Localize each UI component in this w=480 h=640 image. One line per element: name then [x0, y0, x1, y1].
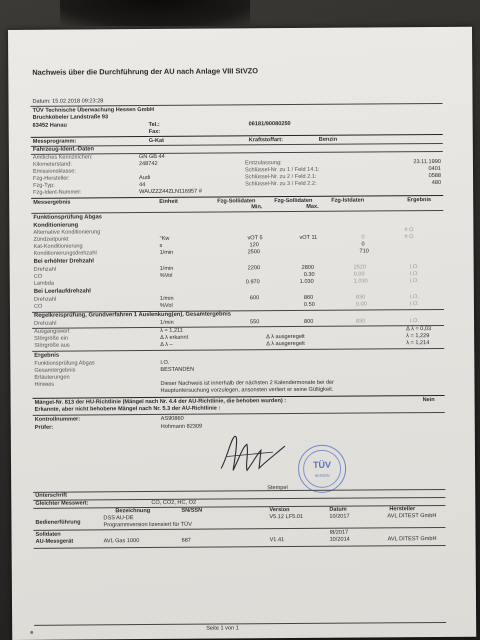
device-bezeichnung: AVL Gas 1000 — [103, 538, 140, 545]
vehicle-field-value: 44 — [139, 182, 146, 189]
row-ist: 2520 — [353, 264, 367, 271]
row-result: λ = 1,214 — [406, 340, 430, 347]
row-name: Ausgangswert — [34, 328, 70, 335]
unterschrift-label: Unterschrift — [35, 492, 67, 499]
row-name: CO — [33, 273, 43, 280]
device-col-version: Version — [269, 507, 290, 514]
device-bezeichnung: DSS AU-DE — [103, 515, 134, 522]
stamp-sub: HESSEN — [314, 473, 330, 478]
vehicle-field-label: Fzg-Hersteller: — [33, 175, 70, 182]
device-version: V5.12 LF5.01 — [269, 513, 304, 521]
row-min: 2500 — [247, 249, 261, 256]
fuel-value: Benzin — [318, 136, 338, 143]
row-ist: 0 — [361, 234, 365, 241]
divider — [31, 210, 443, 214]
fax-label: Fax: — [148, 128, 161, 136]
document-page — [8, 27, 476, 640]
row-result: λ = 1,229 — [406, 333, 430, 340]
row-unit: Δ λ erkannt — [160, 334, 189, 341]
maengel-line-1: Mängel-Nr. 813 der HU-Richtlinie (Mängel nach Nr. 4.4 der AU-Richtlinie, die behoben wurden) : — [34, 398, 287, 406]
row-max: 2800 — [301, 264, 315, 271]
row-ist: 830 — [356, 318, 366, 325]
vehicle-field-label: Fzg-Typ: — [33, 182, 55, 189]
device-col-sn: SN/SSN — [181, 507, 203, 514]
device-lizenz: Programmversion lizensiert für TÜV — [103, 521, 192, 529]
divider — [33, 505, 445, 509]
col-header-einheit: Einheit — [159, 198, 178, 205]
row-ist: 0.00 — [353, 271, 365, 278]
row-name: Drehzahl — [34, 320, 57, 327]
row-ist: 710 — [359, 248, 369, 255]
device-label: Bedienerführung — [35, 519, 81, 526]
tel-value: 06181/90080250 — [248, 121, 291, 128]
vehicle-field-label: Schlüssel-Nr. zu 3 / Feld 2.2: — [245, 180, 317, 188]
signature-image — [213, 428, 293, 479]
row-result: I.O. — [409, 278, 419, 285]
device-hersteller: AVL DITEST GmbH — [387, 536, 437, 543]
vehicle-field-value: 480 — [431, 179, 442, 187]
row-ist: 0 — [361, 241, 365, 248]
row-result: I.O. — [409, 301, 419, 308]
vehicle-field-label: Schlüssel-Nr. zu 2 / Feld 2.1: — [245, 173, 317, 181]
divider — [33, 497, 445, 501]
col-header-ergebnis: Ergebnis — [407, 197, 432, 204]
vehicle-field-value: GN GB 44 — [138, 153, 165, 161]
ergebnis-value: BESTANDEN — [160, 366, 195, 373]
row-max: vOT 11 — [299, 234, 318, 241]
row-unit: %Vol — [159, 272, 173, 279]
device-datum: 10/2014 — [329, 536, 350, 543]
row-unit: °Kw — [159, 235, 170, 242]
section-ergebnis: Ergebnis — [34, 352, 60, 359]
divider — [32, 325, 444, 329]
row-result: Δ λ = 0,03 — [406, 326, 432, 333]
kontrollnummer-value: AS90860 — [160, 415, 184, 422]
col-header-min-sub: Min. — [251, 204, 263, 211]
messwert-value: CO, CO2, HC, O2 — [151, 499, 197, 507]
divider — [34, 545, 446, 549]
row-unit: s — [159, 242, 163, 249]
row-result: I.O. — [409, 294, 419, 301]
hinweis-text-2: Hauptuntersuchung vorzulegen, ansonsten verliert er seine Gültigkeit. — [160, 386, 334, 394]
program-value: G-Kat — [148, 137, 165, 145]
device-version: V1.41 — [269, 537, 285, 544]
org-city: 63452 Hanau — [32, 122, 67, 129]
pruefer-label: Prüfer: — [34, 424, 54, 431]
pruefer-value: Hohmann 82309 — [160, 423, 203, 430]
row-result: # O — [404, 234, 414, 241]
ergebnis-value: I.O. — [160, 359, 170, 366]
row-unit: 1/min — [159, 265, 174, 272]
vehicle-field-value: Audi — [139, 175, 151, 182]
section-regelkreis: Regelkreisprüfung, Grundverfahren 1 Auslenkung(en), Gesamtergebnis — [33, 311, 231, 319]
row-min: 0.970 — [245, 279, 260, 286]
col-header-messergebnis: Messergebnis — [33, 199, 71, 206]
footer-divider — [34, 622, 446, 626]
row-name: Konditionierungsdrehzahl — [33, 250, 97, 257]
section-funktionspruefung: Funktionsprüfung Abgas — [33, 214, 103, 221]
stempel-label: Stempel — [267, 485, 288, 492]
divider — [32, 348, 444, 352]
col-header-max-sub: Max. — [306, 203, 319, 210]
device-col-datum: Datum — [329, 506, 347, 513]
fuel-label: Kraftstoffart: — [248, 137, 283, 144]
device-col-hersteller: Hersteller — [389, 506, 416, 513]
maengel-line-2: Erkannte, aber nicht behobene Mängel nach Nr. 5.3 der AU-Richtlinie : — [34, 405, 221, 413]
device-datum: 10/2017 — [329, 513, 350, 520]
row-name: CO — [33, 303, 43, 310]
page-number: Seite 1 von 1 — [206, 625, 239, 632]
divider — [33, 527, 445, 531]
row-ist: 830 — [355, 294, 366, 301]
col-header-min: Fzg-Sollidaten — [217, 198, 256, 205]
vehicle-field-label: Emissionsklasse: — [32, 168, 76, 175]
vehicle-field-value: 0401 — [428, 165, 442, 173]
device-datum: I8/2017 — [329, 529, 349, 536]
punch-mark — [30, 631, 33, 634]
messwert-label: Gleichter Messwert: — [35, 500, 89, 507]
org-street: Bruchköbeler Landstraße 93 — [32, 114, 109, 121]
stamp-brand: TÜV — [313, 459, 332, 470]
vehicle-field-value: 23.11.1990 — [413, 158, 441, 166]
tuev-stamp — [298, 445, 346, 493]
ergebnis-label: Gesamtergebnis — [34, 367, 76, 374]
background-dark-area — [60, 0, 250, 26]
device-label: AU-Messgerät — [35, 538, 74, 545]
hinweis-text: Dieser Nachweis ist innerhalb der nächsten 2 Kalendermonate bei der — [160, 379, 335, 387]
ergebnis-label: Funktionsprüfung Abgas — [34, 360, 95, 367]
row-name: Zündzeitpunkt — [33, 236, 69, 243]
col-header-max: Fzg-Sollidaten — [274, 197, 313, 205]
vehicle-field-value: 248742 — [138, 160, 158, 168]
vehicle-field-value: 0588 — [428, 172, 442, 180]
row-max: 0.50 — [303, 301, 315, 308]
ergebnis-label: Hinweis — [34, 381, 55, 388]
row-min: 550 — [250, 319, 260, 326]
row-max: 800 — [304, 318, 314, 325]
kontrollnummer-label: Kontrollnummer: — [34, 416, 81, 423]
vehicle-header: Fahrzeug-Ident.-Daten — [32, 146, 95, 153]
row-result: I.O. — [410, 318, 420, 325]
row-name: Lambda — [33, 280, 55, 287]
row-unit: Δ λ – — [160, 341, 173, 348]
row-ist: 1.030 — [353, 278, 368, 285]
row-min: 120 — [249, 242, 259, 249]
row-max: Δ λ ausgeregelt — [266, 340, 305, 348]
row-unit: λ = 1,211 — [160, 327, 183, 334]
row-name: Störgröße aus — [34, 342, 70, 349]
maengel-value-1: Nein — [422, 397, 435, 404]
row-min: 600 — [249, 295, 260, 302]
row-unit: 1/min — [160, 319, 174, 326]
device-col-bezeichnung: Bezeichnung — [115, 508, 151, 515]
ergebnis-label: Erläuterungen — [34, 374, 70, 381]
program-label: Messprogramm: — [32, 138, 77, 145]
divider — [31, 134, 443, 138]
vehicle-field-label: Fzg-Ident-Nummer: — [33, 189, 82, 196]
vehicle-field-value: WAUZZZ44ZLN116957 # — [139, 188, 202, 196]
document-title: Nachweis über die Durchführung der AU nach Anlage VIII StVZO — [32, 66, 259, 77]
row-ist: 0.00 — [355, 301, 367, 308]
row-name: Alternative Konditionierung — [33, 229, 101, 236]
org-name: TÜV Technische Überwachung Hessen GmbH — [32, 106, 155, 114]
tel-label: Tel.: — [148, 121, 160, 129]
vehicle-field-label: Kilometerstand: — [32, 161, 72, 168]
row-result: I.O. — [409, 271, 419, 278]
vehicle-field-label: Schlüssel-Nr. zu 1 / Feld 14.1: — [244, 166, 320, 174]
date-line: Datum: 15.02.2018 09:23:28 — [32, 98, 104, 105]
vehicle-field-label: Amtliches Kennzeichen: — [32, 154, 93, 161]
device-label: Solldaten — [35, 531, 61, 538]
row-unit: 1/min — [159, 295, 174, 302]
device-hersteller: AVL DITEST GmbH — [387, 513, 437, 520]
row-unit: 1/min — [159, 249, 174, 256]
section-erhoehte-drehzahl: Bei erhöhter Drehzahl — [33, 258, 94, 265]
row-max: 0.30 — [303, 271, 315, 278]
row-min: vOT 5 — [247, 235, 263, 242]
row-name: Kat-Konditionierung — [33, 243, 83, 250]
row-name: Drehzahl — [33, 266, 57, 273]
row-max: 1.030 — [299, 278, 314, 285]
row-unit: %Vol — [159, 302, 173, 309]
row-result: I.O. — [409, 264, 419, 271]
row-min: 2200 — [247, 265, 261, 272]
row-max: Δ λ ausgeregelt — [266, 333, 305, 341]
vehicle-field-label: Erstzulassung: — [244, 160, 282, 167]
device-sn: 687 — [181, 537, 191, 544]
col-header-ist: Fzg-Istdaten — [331, 197, 365, 204]
row-name: Drehzahl — [33, 296, 57, 303]
row-result: # O — [404, 227, 414, 234]
section-leerlauf: Bei Leerlaufdrehzahl — [33, 288, 91, 295]
row-max: 860 — [303, 294, 314, 301]
divider — [33, 489, 445, 493]
section-konditionierung: Konditionierung — [33, 222, 79, 229]
row-name: Störgröße ein — [34, 335, 69, 342]
